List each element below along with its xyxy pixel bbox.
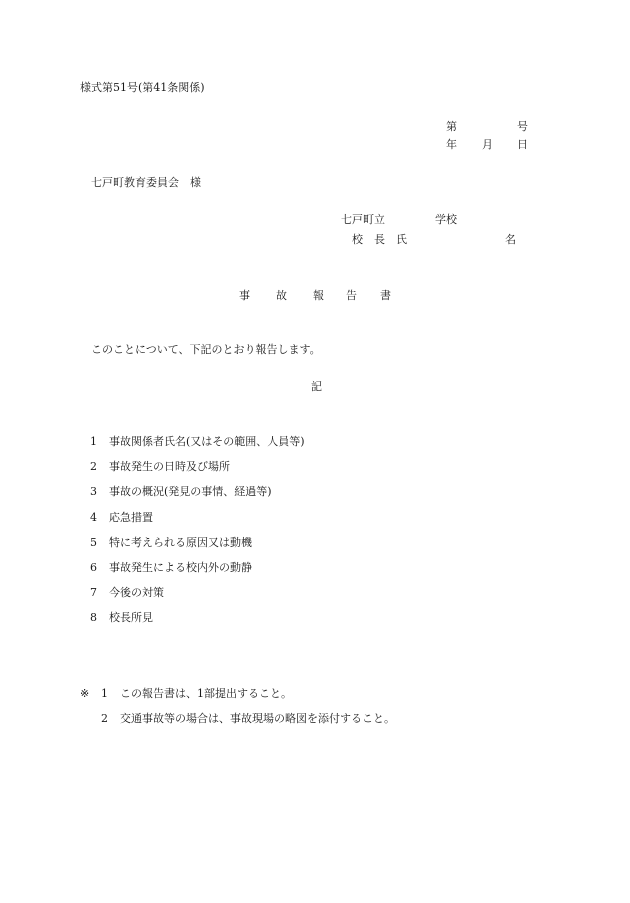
note-item xyxy=(101,713,395,724)
list-item xyxy=(90,512,153,523)
item-text: 今後の対策 xyxy=(109,586,164,599)
item-text: 校長所見 xyxy=(109,611,153,624)
note-text: 交通事故等の場合は、事故現場の略図を添付すること。 xyxy=(120,712,395,725)
list-item xyxy=(90,612,153,623)
item-number: 4 xyxy=(90,511,97,524)
date-day: 日 xyxy=(517,138,528,151)
addressee: 七戸町教育委員会 様 xyxy=(91,176,201,189)
list-item xyxy=(90,436,305,447)
school-suffix: 学校 xyxy=(435,213,457,226)
document-title-char: 告 xyxy=(346,289,357,302)
note-number: 1 xyxy=(101,687,108,700)
item-text: 応急措置 xyxy=(109,511,153,524)
document-title-char: 事 xyxy=(239,289,250,302)
date-month: 月 xyxy=(482,138,493,151)
ki-heading: 記 xyxy=(311,380,322,393)
note-item xyxy=(101,688,292,699)
item-number: 8 xyxy=(90,611,97,624)
doc-number-prefix: 第 xyxy=(446,120,457,133)
item-number: 2 xyxy=(90,460,97,473)
list-item xyxy=(90,587,164,598)
item-number: 6 xyxy=(90,561,97,574)
note-text: この報告書は、1部提出すること。 xyxy=(120,687,292,700)
list-item xyxy=(90,562,252,573)
item-text: 事故発生による校内外の動静 xyxy=(109,561,252,574)
list-item xyxy=(90,486,272,497)
item-number: 7 xyxy=(90,586,97,599)
principal-name-suffix: 名 xyxy=(505,233,516,246)
date-year: 年 xyxy=(446,138,457,151)
item-text: 事故関係者氏名(又はその範囲、人員等) xyxy=(109,435,305,448)
list-item xyxy=(90,537,252,548)
school-prefix: 七戸町立 xyxy=(341,213,385,226)
item-text: 事故の概況(発見の事情、経過等) xyxy=(109,485,272,498)
item-number: 3 xyxy=(90,485,97,498)
list-item xyxy=(90,461,230,472)
item-number: 1 xyxy=(90,435,97,448)
item-text: 特に考えられる原因又は動機 xyxy=(109,536,252,549)
doc-number-suffix: 号 xyxy=(517,120,528,133)
principal-label: 校 長 氏 xyxy=(352,233,407,246)
form-label: 様式第51号(第41条関係) xyxy=(80,81,205,94)
document-title-char: 報 xyxy=(313,289,324,302)
document-title-char: 故 xyxy=(276,289,287,302)
intro-sentence: このことについて、下記のとおり報告します。 xyxy=(91,343,321,356)
note-number: 2 xyxy=(101,712,108,725)
item-number: 5 xyxy=(90,536,97,549)
note-mark: ※ xyxy=(80,687,90,700)
item-text: 事故発生の日時及び場所 xyxy=(109,460,230,473)
document-title-char: 書 xyxy=(380,289,391,302)
